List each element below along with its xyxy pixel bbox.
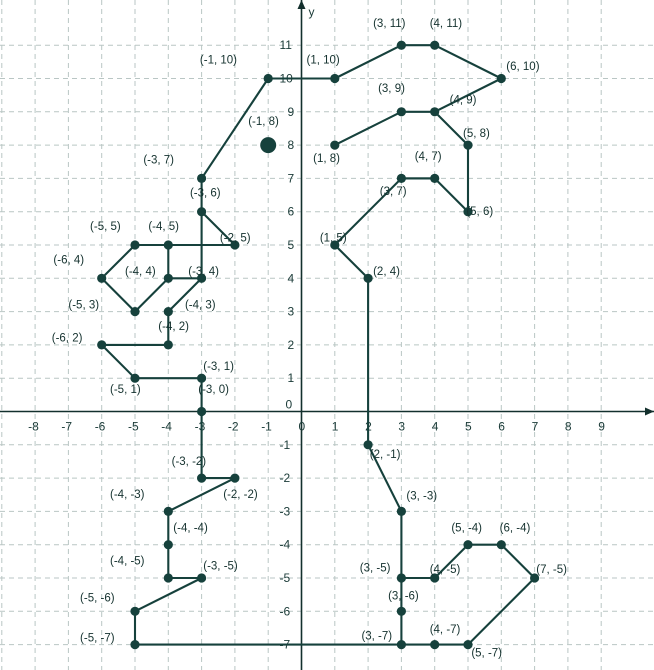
point-label: (4, -7) (429, 623, 461, 636)
data-point (197, 374, 206, 383)
point-label: (-5, 5) (90, 221, 121, 234)
point-label: (3, -5) (359, 562, 391, 575)
x-tick-label: -2 (227, 419, 239, 434)
data-point (463, 141, 472, 150)
axis-titles (309, 5, 315, 19)
point-label: (-4, 3) (184, 299, 216, 312)
y-tick-label: 2 (287, 337, 295, 352)
point-label: (-3, 4) (188, 265, 219, 278)
point-label: (-6, 2) (51, 332, 83, 345)
data-point (397, 507, 406, 516)
x-tick-label: 0 (298, 419, 306, 434)
data-point (197, 474, 206, 483)
y-tick-label: 7 (287, 171, 295, 186)
y-axis-label: y (308, 5, 315, 19)
data-points (52, 18, 567, 659)
data-point (330, 74, 339, 83)
y-tick-label: -3 (279, 504, 291, 519)
point-label: (4, 9) (449, 94, 477, 107)
point-label: (-2, -2) (223, 489, 258, 502)
point-label: (-4, 5) (148, 221, 179, 234)
point-label: (-1, 10) (199, 54, 238, 67)
point-label: (-5, -7) (80, 632, 115, 645)
x-tick-label: -3 (194, 419, 206, 434)
data-point (264, 74, 273, 83)
data-point (397, 573, 406, 582)
x-tick-label: 8 (564, 419, 572, 434)
point-label: (5, 6) (466, 206, 494, 219)
point-label: (-5, 1) (110, 384, 141, 397)
point-label: (3, 11) (373, 17, 406, 30)
point-label: (-4, 2) (158, 320, 189, 333)
point-label: (-3, 7) (143, 154, 174, 167)
y-tick-label: -7 (279, 637, 291, 652)
y-tick-label: 6 (287, 204, 295, 219)
x-tick-label: -6 (94, 419, 106, 434)
y-tick-label: -1 (279, 437, 291, 452)
point-label: (-3, 0) (198, 384, 229, 397)
y-tick-label: 11 (279, 38, 292, 53)
point-label: (2, -1) (369, 449, 401, 462)
data-point (130, 240, 139, 249)
point-label: (-6, 4) (53, 254, 85, 267)
point-label: (-4, -4) (173, 522, 208, 535)
data-point (463, 540, 472, 549)
data-point (197, 207, 206, 216)
point-label: (-3, -2) (171, 455, 207, 468)
point-label: (3, 9) (378, 82, 405, 95)
point-label: (5, -4) (451, 522, 483, 535)
data-point (197, 573, 206, 582)
x-tick-label: 2 (365, 419, 372, 434)
point-label: (-3, 6) (189, 187, 221, 200)
x-tick-label: 5 (465, 419, 472, 434)
point-label: (3, -6) (388, 590, 419, 603)
data-point (164, 540, 173, 549)
data-point (197, 407, 206, 416)
data-point (430, 41, 439, 50)
point-label: (-5, -6) (80, 592, 115, 605)
x-tick-label: 1 (331, 419, 339, 434)
data-point (130, 374, 139, 383)
y-tick-label: 8 (287, 138, 295, 153)
data-point (230, 474, 239, 483)
y-tick-label: 3 (287, 304, 295, 319)
y-tick-label: -6 (279, 604, 291, 619)
data-point (430, 174, 439, 183)
x-tick-label: -1 (261, 419, 272, 434)
data-point (130, 307, 139, 316)
point-label: (5, -7) (471, 647, 503, 660)
data-point (164, 340, 173, 349)
y-tick-label: -2 (279, 471, 291, 486)
point-label: (-4, -5) (110, 555, 145, 568)
point-label: (1, 8) (313, 152, 340, 165)
point-label: (-5, 3) (68, 299, 100, 312)
data-point (397, 107, 406, 116)
y-tick-label: -4 (279, 537, 291, 552)
point-label: (6, 10) (506, 61, 540, 74)
data-point (130, 607, 139, 616)
data-point (197, 174, 206, 183)
data-point (164, 274, 173, 283)
x-tick-label: 6 (498, 419, 505, 434)
y-tick-label: 4 (287, 271, 295, 286)
data-point (164, 240, 173, 249)
standalone-dot (260, 137, 276, 153)
data-point (130, 640, 139, 649)
data-point (497, 540, 506, 549)
point-label: (-2, 5) (219, 232, 251, 245)
data-point (397, 607, 406, 616)
point-label: (4, 7) (414, 151, 442, 164)
data-point (97, 340, 106, 349)
data-point (164, 307, 173, 316)
point-label: (3, -7) (361, 630, 393, 643)
x-tick-label: -4 (161, 419, 172, 434)
point-label: (-3, 1) (203, 360, 234, 373)
point-label: (-4, 4) (125, 265, 156, 278)
point-label: (-3, -5) (203, 560, 238, 573)
point-label: (7, -5) (536, 564, 567, 577)
data-point (164, 507, 173, 516)
standalone-dot-label: (-1, 8) (248, 116, 279, 129)
data-point (397, 640, 406, 649)
data-point (364, 274, 373, 283)
y-tick-label: 5 (287, 238, 295, 252)
y-tick-label: 9 (287, 104, 295, 119)
x-tick-label: 3 (398, 419, 406, 434)
x-tick-label: 9 (598, 419, 605, 434)
data-point (497, 74, 506, 83)
data-point (97, 274, 106, 283)
data-point (397, 174, 406, 183)
data-point (430, 107, 439, 116)
x-tick-label: 4 (431, 419, 439, 434)
x-tick-label: -8 (28, 419, 39, 434)
data-point (397, 41, 406, 50)
point-label: (3, 7) (379, 186, 407, 199)
x-tick-label: 7 (531, 419, 539, 434)
point-label: (4, -5) (429, 564, 461, 577)
data-point (364, 440, 373, 449)
point-label: (-4, -3) (110, 489, 145, 502)
point-label: (3, -3) (406, 490, 438, 503)
x-tick-label: -7 (61, 419, 73, 434)
point-label: (6, -4) (499, 522, 531, 535)
data-point (330, 141, 339, 150)
x-tick-label: -5 (128, 419, 139, 434)
y-tick-label: -5 (279, 571, 291, 585)
y-tick-label: 10 (279, 71, 293, 86)
data-point (430, 640, 439, 649)
y-tick-label: 0 (285, 397, 293, 412)
point-label: (1, 10) (306, 54, 340, 67)
data-point (164, 573, 173, 582)
point-label: (5, 8) (463, 127, 490, 140)
point-label: (4, 11) (429, 17, 463, 30)
point-label: (1, 5) (319, 232, 347, 245)
point-label: (2, 4) (373, 265, 400, 278)
y-tick-label: 1 (287, 371, 295, 386)
